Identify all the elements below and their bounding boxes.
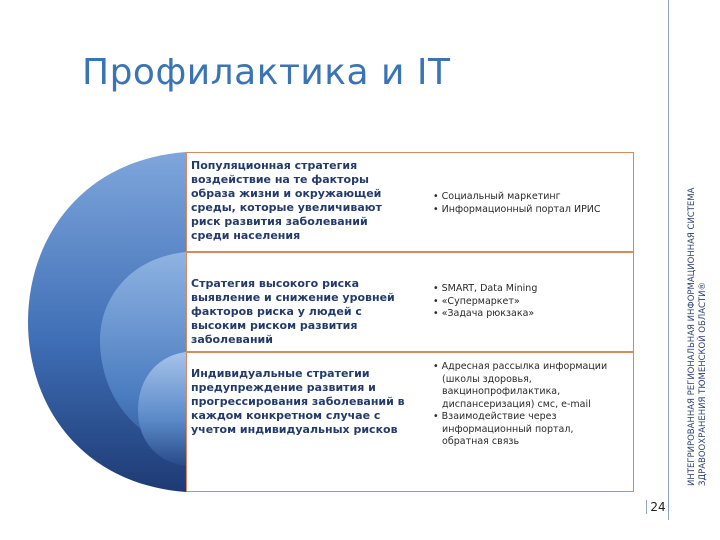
bullet-item: • Адресная рассылка информации (школы здоровья, вакцинопрофилактика, диспансеризация) смс, e-mail: [433, 361, 608, 410]
slide-title: Профилактика и IT: [82, 52, 451, 93]
bullet-item: • «Супермаркет»: [433, 295, 520, 307]
bullet-item: • Информационный портал ИРИС: [433, 203, 601, 215]
bullet-item: • «Задача рюкзака»: [433, 308, 535, 319]
row-heading: Популяционная стратегия: [191, 159, 358, 172]
row-left-text: [191, 367, 407, 437]
bullet-item: • Взаимодействие через информационный портал, обратная связь: [433, 411, 574, 447]
page-number: 24: [646, 500, 669, 514]
strategy-row-high-risk: [186, 252, 634, 352]
row-heading: Стратегия высокого риска: [191, 277, 360, 290]
row-left-text: [191, 277, 407, 347]
side-caption-line: ЗДРАВООХРАНЕНИЯ ТЮМЕНСКОЙ ОБЛАСТИ®: [697, 281, 708, 486]
row-bullets: [433, 283, 633, 321]
row-description: выявление и снижение уровней факторов риска у людей с высоким риском развития заболеваний: [191, 291, 395, 346]
side-caption-line: ИНТЕГРИРОВАННАЯ РЕГИОНАЛЬНАЯ ИНФОРМАЦИОННАЯ СИСТЕМА: [687, 187, 697, 486]
row-description: воздействие на те факторы образа жизни и окружающей среды, которые увеличивают риск развития заболеваний среди населения: [191, 173, 382, 242]
bullet-item: • SMART, Data Mining: [433, 283, 538, 294]
side-caption: [687, 188, 708, 486]
row-heading: Индивидуальные стратегии: [191, 367, 370, 380]
row-bullets: [433, 361, 633, 449]
bullet-item: • Социальный маркетинг: [433, 191, 561, 202]
row-left-text: [191, 159, 407, 243]
side-divider: [668, 0, 669, 520]
row-description: предупреждение развития и прогрессирования заболеваний в каждом конкретном случае с учетом индивидуальных рисков: [191, 381, 405, 436]
row-bullets: [433, 191, 633, 216]
strategy-row-individual: [186, 352, 634, 492]
strategy-row-population: [186, 152, 634, 252]
strategy-panel: [186, 152, 634, 492]
